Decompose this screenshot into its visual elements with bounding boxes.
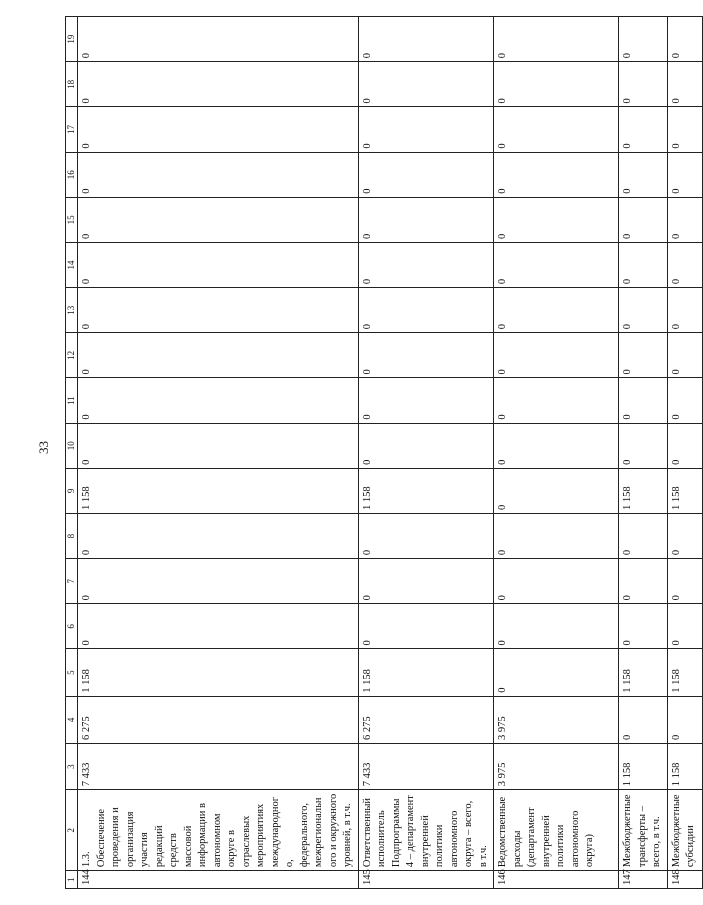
value-cell-col3: 7 433 [78,744,359,790]
value-cell-col11: 0 [494,378,619,423]
value-cell-col4: 6 275 [358,696,494,743]
value-cell-col16: 0 [78,152,359,197]
value-cell-col6: 0 [619,604,668,649]
value-cell-col6: 0 [78,604,359,649]
value-cell-col19: 0 [619,17,668,62]
value-cell-col7: 0 [494,559,619,604]
column-header-13: 13 [66,288,78,333]
value-cell-col8: 0 [358,513,494,558]
value-cell-col9: 1 158 [78,468,359,513]
value-cell-col15: 0 [494,197,619,242]
value-cell-col15: 0 [358,197,494,242]
value-cell-col18: 0 [358,62,494,107]
column-header-5: 5 [66,649,78,696]
value-cell-col5: 1 158 [619,649,668,696]
column-header-1: 1 [66,871,78,889]
value-cell-col16: 0 [619,152,668,197]
value-cell-col13: 0 [358,288,494,333]
value-cell-col4: 0 [667,696,702,743]
value-cell-col19: 0 [667,17,702,62]
value-cell-col12: 0 [667,333,702,378]
value-cell-col8: 0 [78,513,359,558]
row-name-cell: Ответственный исполнитель Подпрограммы 4 – департамент внутренней политики автономного округа – всего, в т.ч. [358,790,494,871]
value-cell-col5: 0 [494,649,619,696]
value-cell-col13: 0 [78,288,359,333]
value-cell-col11: 0 [358,378,494,423]
value-cell-col11: 0 [667,378,702,423]
value-cell-col8: 0 [619,513,668,558]
value-cell-col14: 0 [78,242,359,287]
value-cell-col9: 1 158 [667,468,702,513]
column-header-9: 9 [66,468,78,513]
row-number-cell: 148 [667,871,702,889]
value-cell-col3: 7 433 [358,744,494,790]
value-cell-col7: 0 [78,559,359,604]
value-cell-col17: 0 [494,107,619,152]
value-cell-col16: 0 [494,152,619,197]
value-cell-col12: 0 [494,333,619,378]
value-cell-col3: 1 158 [667,744,702,790]
value-cell-col5: 1 158 [667,649,702,696]
value-cell-col12: 0 [358,333,494,378]
column-header-17: 17 [66,107,78,152]
value-cell-col12: 0 [78,333,359,378]
value-cell-col6: 0 [358,604,494,649]
table-row-144 [78,17,359,889]
column-header-8: 8 [66,513,78,558]
value-cell-col5: 1 158 [78,649,359,696]
value-cell-col9: 1 158 [619,468,668,513]
value-cell-col14: 0 [619,242,668,287]
value-cell-col15: 0 [667,197,702,242]
column-header-18: 18 [66,62,78,107]
value-cell-col18: 0 [667,62,702,107]
value-cell-col12: 0 [619,333,668,378]
column-header-14: 14 [66,242,78,287]
value-cell-col7: 0 [667,559,702,604]
budget-table-container [65,16,696,889]
value-cell-col10: 0 [358,423,494,468]
value-cell-col3: 3 975 [494,744,619,790]
value-cell-col9: 0 [494,468,619,513]
table-row-147 [619,17,668,889]
row-number-cell: 145 [358,871,494,889]
value-cell-col10: 0 [78,423,359,468]
value-cell-col17: 0 [358,107,494,152]
value-cell-col14: 0 [667,242,702,287]
row-name-cell: Межбюджетные субсидии [667,790,702,871]
value-cell-col13: 0 [494,288,619,333]
value-cell-col10: 0 [494,423,619,468]
column-header-10: 10 [66,423,78,468]
page-number: 33 [36,441,51,454]
value-cell-col19: 0 [494,17,619,62]
value-cell-col5: 1 158 [358,649,494,696]
value-cell-col16: 0 [667,152,702,197]
value-cell-col6: 0 [667,604,702,649]
column-header-16: 16 [66,152,78,197]
value-cell-col17: 0 [667,107,702,152]
value-cell-col7: 0 [358,559,494,604]
table-row-146 [494,17,619,889]
value-cell-col4: 3 975 [494,696,619,743]
value-cell-col13: 0 [619,288,668,333]
value-cell-col9: 1 158 [358,468,494,513]
column-header-7: 7 [66,559,78,604]
column-header-2: 2 [66,790,78,871]
value-cell-col14: 0 [358,242,494,287]
table-row-145 [358,17,494,889]
value-cell-col4: 6 275 [78,696,359,743]
budget-table [65,16,703,889]
value-cell-col10: 0 [667,423,702,468]
value-cell-col17: 0 [619,107,668,152]
value-cell-col19: 0 [78,17,359,62]
value-cell-col19: 0 [358,17,494,62]
row-number-cell: 147 [619,871,668,889]
value-cell-col14: 0 [494,242,619,287]
column-header-6: 6 [66,604,78,649]
value-cell-col6: 0 [494,604,619,649]
header-row [66,17,78,889]
value-cell-col18: 0 [619,62,668,107]
row-number-cell: 144 [78,871,359,889]
value-cell-col16: 0 [358,152,494,197]
value-cell-col11: 0 [619,378,668,423]
value-cell-col18: 0 [494,62,619,107]
value-cell-col8: 0 [494,513,619,558]
column-header-4: 4 [66,696,78,743]
column-header-12: 12 [66,333,78,378]
column-header-3: 3 [66,744,78,790]
row-name-cell: Ведомственные расходы (департамент внутренней политики автономного округа) [494,790,619,871]
row-name-cell: 1.3. Обеспечение проведения и организация участия редакций средств массовой информации в автономном округе в отраслевых мероприятиях международного, федерального, межрегионального и окружного уровней, в т.ч. [78,790,359,871]
row-number-cell: 146 [494,871,619,889]
value-cell-col18: 0 [78,62,359,107]
value-cell-col10: 0 [619,423,668,468]
value-cell-col3: 1 158 [619,744,668,790]
value-cell-col8: 0 [667,513,702,558]
column-header-11: 11 [66,378,78,423]
row-name-cell: Межбюджетные трансферты – всего, в т.ч. [619,790,668,871]
column-header-19: 19 [66,17,78,62]
value-cell-col15: 0 [78,197,359,242]
value-cell-col15: 0 [619,197,668,242]
table-row-148 [667,17,702,889]
column-header-15: 15 [66,197,78,242]
value-cell-col7: 0 [619,559,668,604]
value-cell-col11: 0 [78,378,359,423]
value-cell-col13: 0 [667,288,702,333]
value-cell-col4: 0 [619,696,668,743]
value-cell-col17: 0 [78,107,359,152]
